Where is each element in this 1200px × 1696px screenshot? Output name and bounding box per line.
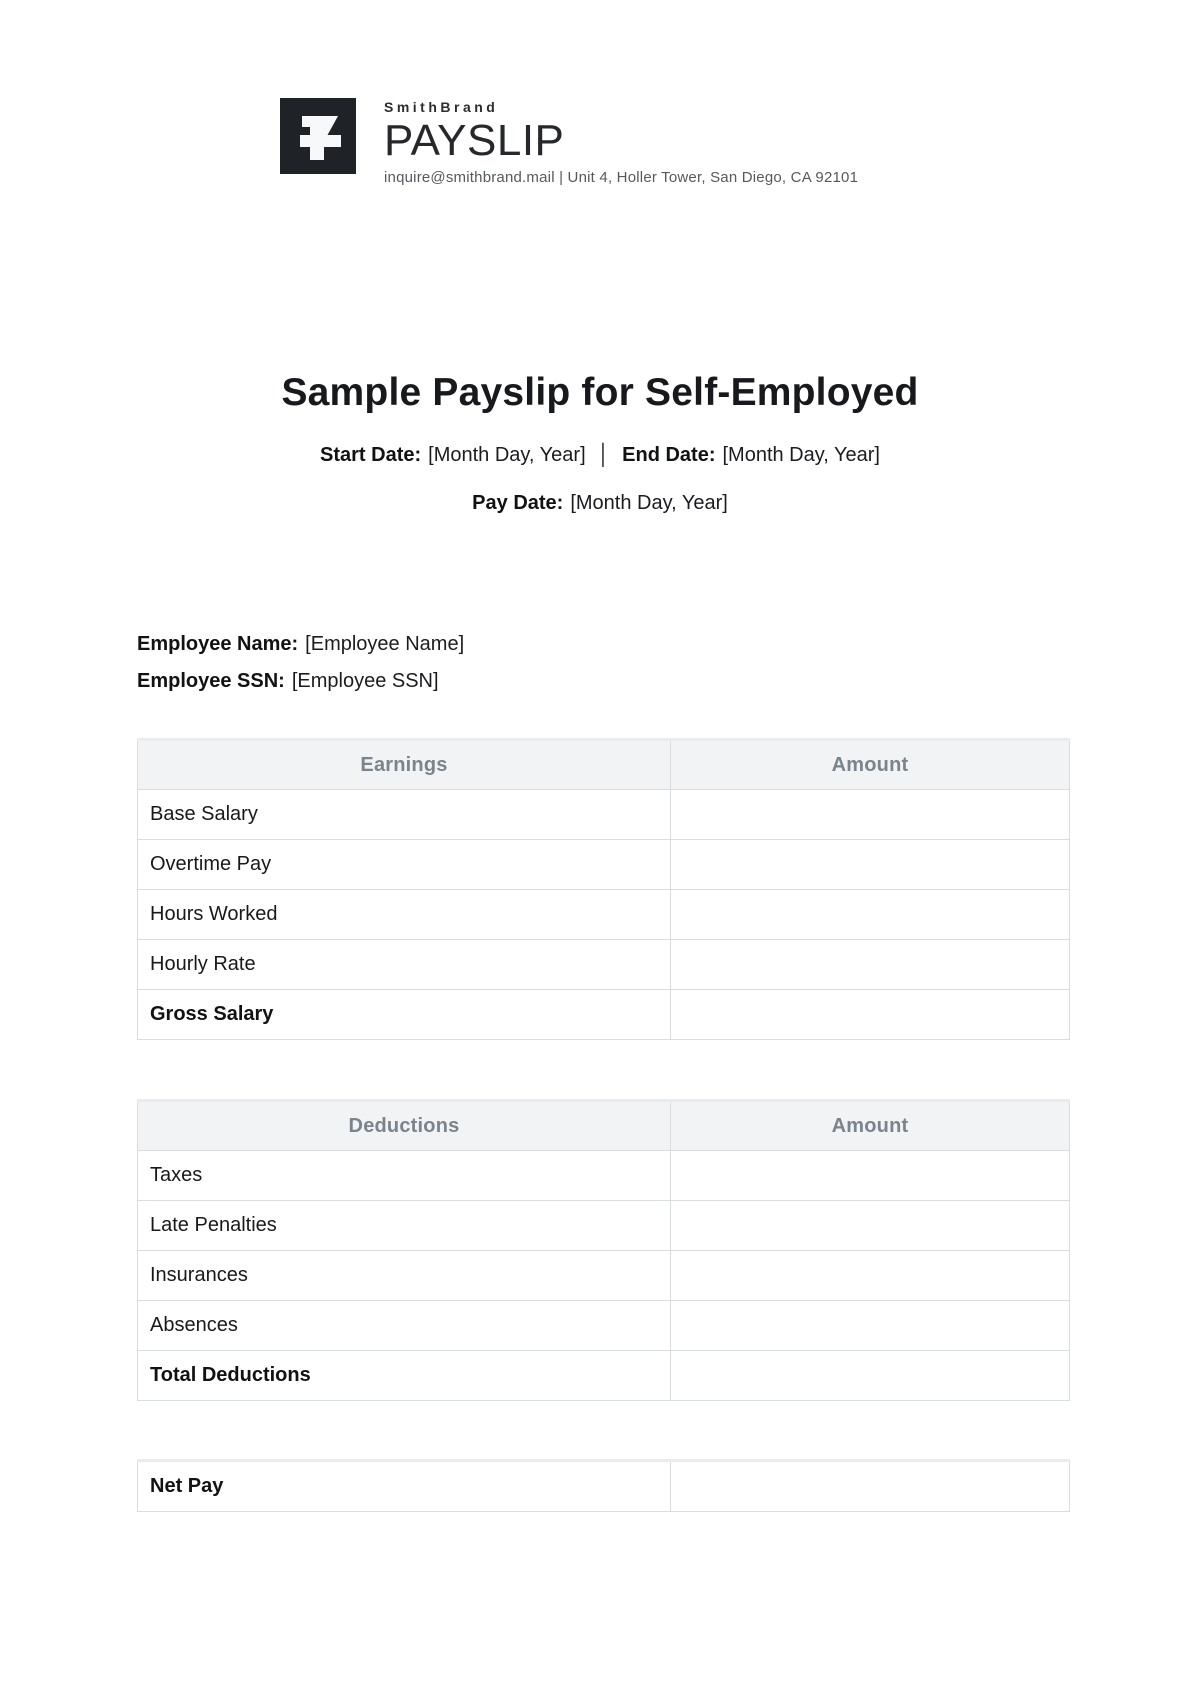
deductions-column-header: Deductions: [138, 1101, 671, 1151]
table-row: [138, 1201, 1070, 1251]
table-row: [138, 1301, 1070, 1351]
earnings-row-amount: [671, 940, 1070, 990]
period-dates-line: [0, 444, 1200, 467]
earnings-total-amount: [671, 990, 1070, 1040]
employee-name-label: Employee Name:: [137, 633, 299, 655]
pay-date-line: [0, 492, 1200, 515]
document-type-title: PAYSLIP: [384, 116, 565, 165]
net-pay-amount: [671, 1461, 1070, 1512]
earnings-row-label: Hours Worked: [138, 890, 671, 940]
deductions-row-amount: [671, 1301, 1070, 1351]
total-deductions-row: [138, 1351, 1070, 1401]
employee-ssn-value: [Employee SSN]: [291, 670, 439, 692]
table-row: [138, 940, 1070, 990]
table-row: [138, 840, 1070, 890]
end-date-label: End Date:: [622, 444, 716, 466]
deductions-table: [137, 1099, 1070, 1401]
deductions-row-amount: [671, 1251, 1070, 1301]
date-separator: │: [597, 444, 611, 466]
net-pay-label: Net Pay: [138, 1461, 671, 1512]
deductions-amount-column-header: Amount: [671, 1101, 1070, 1151]
brand-text-block: [384, 98, 858, 186]
earnings-row-amount: [671, 790, 1070, 840]
earnings-table: [137, 738, 1070, 1040]
deductions-row-label: Taxes: [138, 1151, 671, 1201]
deductions-row-amount: [671, 1201, 1070, 1251]
earnings-row-label: Base Salary: [138, 790, 671, 840]
brand-name: SmithBrand: [384, 99, 499, 115]
pay-date-label: Pay Date:: [472, 492, 564, 514]
brand-header: [280, 98, 858, 186]
earnings-row-label: Overtime Pay: [138, 840, 671, 890]
employee-name-value: [Employee Name]: [305, 633, 465, 655]
deductions-row-amount: [671, 1151, 1070, 1201]
employee-info-block: [137, 626, 464, 700]
end-date-value: [Month Day, Year]: [722, 444, 880, 466]
earnings-header-row: [138, 740, 1070, 790]
smithbrand-logo-icon: [280, 98, 356, 174]
employee-ssn-label: Employee SSN:: [137, 670, 285, 692]
deductions-total-amount: [671, 1351, 1070, 1401]
deductions-header-row: [138, 1101, 1070, 1151]
deductions-total-label: Total Deductions: [138, 1351, 671, 1401]
employee-name-line: [137, 626, 464, 663]
table-row: [138, 890, 1070, 940]
earnings-total-label: Gross Salary: [138, 990, 671, 1040]
employee-ssn-line: [137, 663, 464, 700]
deductions-row-label: Absences: [138, 1301, 671, 1351]
page-title: Sample Payslip for Self-Employed: [281, 371, 919, 414]
earnings-column-header: Earnings: [138, 740, 671, 790]
earnings-row-label: Hourly Rate: [138, 940, 671, 990]
earnings-row-amount: [671, 890, 1070, 940]
pay-date-value: [Month Day, Year]: [570, 492, 728, 514]
earnings-amount-column-header: Amount: [671, 740, 1070, 790]
net-pay-table: [137, 1459, 1070, 1512]
deductions-row-label: Insurances: [138, 1251, 671, 1301]
start-date-label: Start Date:: [320, 444, 422, 466]
table-row: [138, 1251, 1070, 1301]
gross-salary-row: [138, 990, 1070, 1040]
earnings-row-amount: [671, 840, 1070, 890]
table-row: [138, 790, 1070, 840]
net-pay-row: [138, 1461, 1070, 1512]
deductions-row-label: Late Penalties: [138, 1201, 671, 1251]
brand-contact-line: inquire@smithbrand.mail | Unit 4, Holler Tower, San Diego, CA 92101: [384, 168, 859, 186]
start-date-value: [Month Day, Year]: [428, 444, 586, 466]
table-row: [138, 1151, 1070, 1201]
